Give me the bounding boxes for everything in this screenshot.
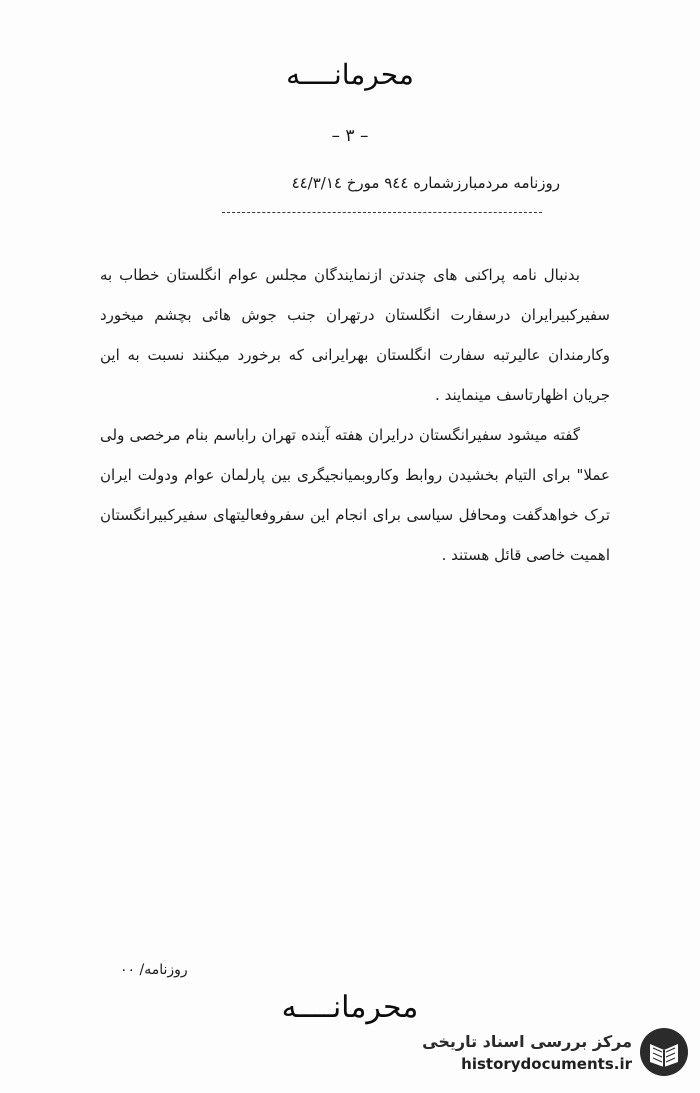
source-underline-divider bbox=[222, 212, 542, 213]
paragraph-2: گفته میشود سفیرانگستان درایران هفته آینده تهران راباسم بنام مرخصی ولی عملا" برای التیام بخشیدن روابط وکاروبمیانجیگری بین پارلمان عوام ودولت ایران ترک خواهدگفت ومحافل سیاسی برای انجام این سفروفعالیتهای سفیرکبیرانگستان اهمیت خاصی قائل هستند . bbox=[100, 426, 610, 564]
classification-header: محرمانــــه bbox=[286, 58, 414, 91]
archive-watermark bbox=[400, 1020, 690, 1084]
page-number: – ٣ – bbox=[331, 126, 369, 146]
source-citation: روزنامه مردمبارزشماره ٩٤٤ مورخ ٤٤/٣/١٤ bbox=[291, 174, 560, 192]
open-book-logo-icon bbox=[638, 1026, 690, 1078]
watermark-text-block bbox=[422, 1032, 632, 1073]
watermark-url: historydocuments.ir bbox=[461, 1054, 632, 1073]
footer-reference: روزنامه/ ٠٠ bbox=[120, 962, 188, 978]
document-body bbox=[100, 255, 610, 575]
classification-footer: محرمانــــه bbox=[281, 990, 419, 1025]
watermark-title: مرکز بررسی اسناد تاریخی bbox=[422, 1031, 632, 1051]
paragraph-1: بدنبال نامه پراکنی های چندتن ازنمایندگان مجلس عوام انگلستان خطاب به سفیرکبیرایران درسفارت انگلستان درتهران جنب جوش هائی بچشم میخورد وکارمندان عالیرتبه سفارت انگلستان بهرایرانی که برخورد میکنند نسبت به این جریان اظهارتاسف مینمایند . bbox=[100, 266, 610, 404]
